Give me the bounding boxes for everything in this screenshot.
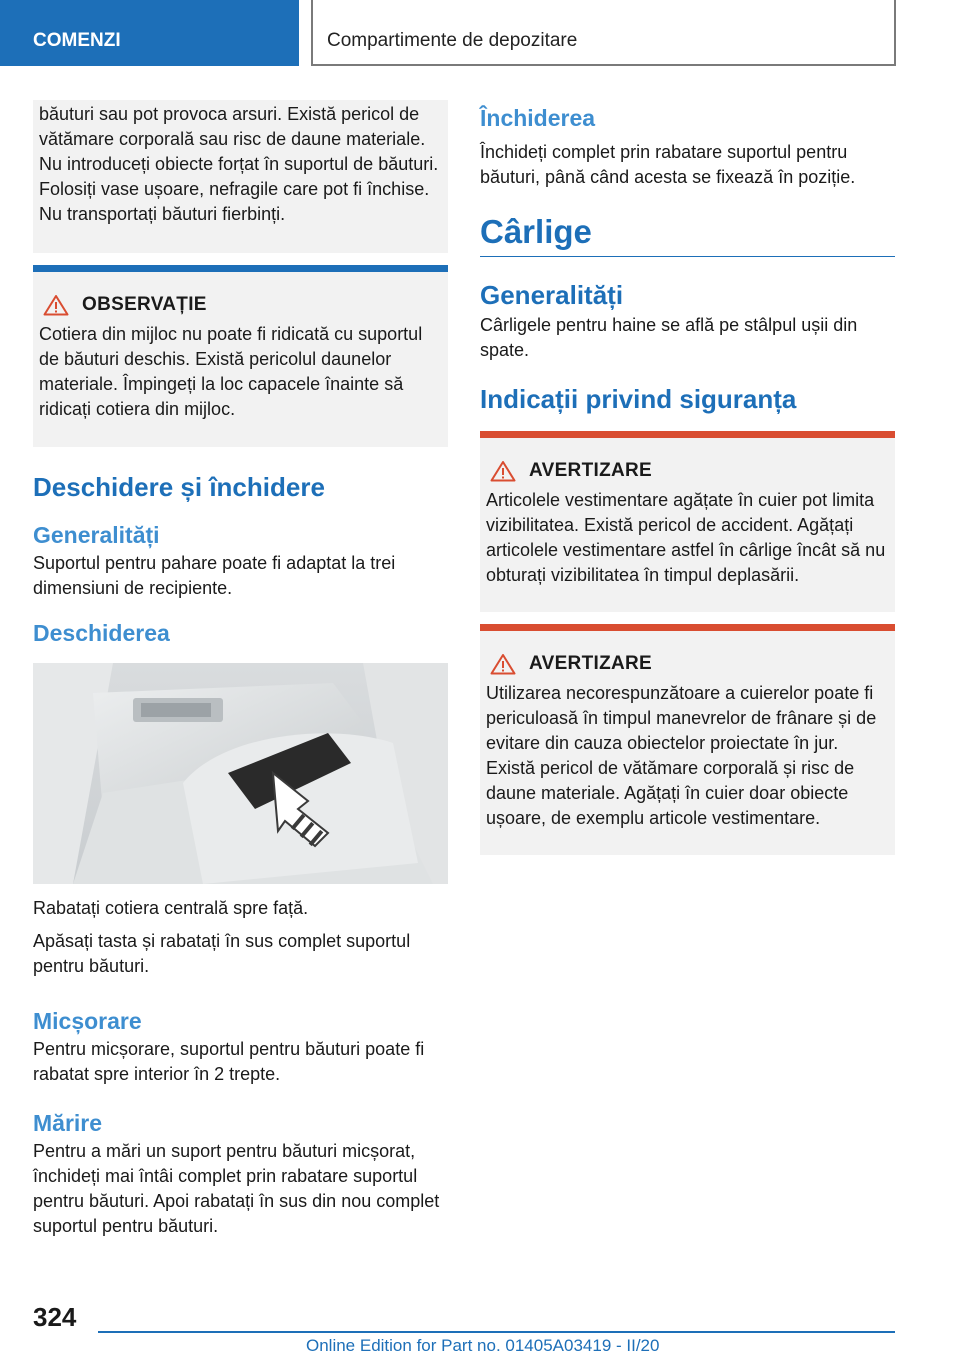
- heading-closing: Închiderea: [480, 105, 596, 131]
- chapter-title: Compartimente de depozitare: [311, 0, 896, 66]
- opening-step-1: Rabatați cotiera centrală spre față.: [33, 898, 309, 918]
- heading-enlarge: Mărire: [33, 1110, 103, 1136]
- closing-text: Închideți complet prin rabatare suportul pentru băuturi, până când acesta se fixează în poziție.: [480, 142, 856, 187]
- warning-2-text: Utilizarea necorespunzătoare a cuierelor poate fi periculoasă în timpul manevrelor de frânare și de evitare din cauza obiectelor proiectate în jur. Există pericol de vătămare corporală și risc de daune materiale. Agățați în cuier doar obiecte ușoare, de exemplu articole vestimentare.: [486, 683, 877, 828]
- warning-continuation-text: băuturi sau pot provoca arsuri. Există pericol de vătămare corporală sau risc de daune materiale. Nu introduceți obiecte forțat în suportul de băuturi. Folosiți vase ușoare, nefragile care pot fi închise. Nu transportați băuturi fierbinți.: [39, 104, 439, 224]
- enlarge-text: Pentru a mări un suport pentru băuturi micșorat, închideți mai întâi complet prin rabatare suportul pentru băuturi. Apoi rabatați în sus din nou complet suportul pentru băuturi.: [33, 1141, 440, 1236]
- warning-1-text: Articolele vestimentare agățate în cuier pot limita vizibilitatea. Există pericol de accident. Agățați articolele vestimentare astfel în cârlige încât să nu obturați vizibilitatea în timpul deplasării.: [486, 490, 886, 585]
- edition-footer: Online Edition for Part no. 01405A03419 - II/20: [306, 1336, 660, 1355]
- heading-reduce: Micșorare: [33, 1008, 142, 1034]
- warning-box-1: [480, 431, 895, 612]
- warning-1-header: [486, 460, 887, 482]
- page-header: [0, 0, 960, 66]
- section-tab: COMENZI: [0, 0, 299, 66]
- heading-hooks-general: Generalități: [480, 280, 624, 310]
- left-column: [33, 100, 448, 1239]
- notice-text: Cotiera din mijloc nu poate fi ridicată cu suportul de băuturi deschis. Există pericolul daunelor materiale. Împingeți la loc capacele înainte să ridicați cotiera din mijloc.: [39, 324, 423, 419]
- notice-header: [39, 294, 440, 316]
- right-column: [480, 100, 895, 855]
- warning-continuation-box: [33, 100, 448, 253]
- warning-2-header: [486, 653, 887, 675]
- warning-triangle-icon: [490, 460, 516, 482]
- armrest-cupholder-photo: [33, 663, 448, 884]
- warning-triangle-icon: [490, 653, 516, 675]
- general-text: Suportul pentru pahare poate fi adaptat la trei dimensiuni de recipiente.: [33, 553, 396, 598]
- opening-step-2: Apăsați tasta și rabatați în sus complet suportul pentru băuturi.: [33, 931, 411, 976]
- footer-rule: [98, 1331, 895, 1333]
- heading-hooks: Cârlige: [480, 212, 895, 257]
- heading-opening: Deschiderea: [33, 620, 170, 646]
- warning-2-title: AVERTIZARE: [529, 653, 652, 674]
- notice-box: [33, 265, 448, 447]
- heading-safety: Indicații privind siguranța: [480, 384, 797, 414]
- heading-open-close: Deschidere și închidere: [33, 472, 325, 502]
- warning-1-title: AVERTIZARE: [529, 460, 652, 481]
- hooks-text: Cârligele pentru haine se află pe stâlpul ușii din spate.: [480, 315, 858, 360]
- page-number: 324: [33, 1302, 77, 1332]
- warning-triangle-icon: [43, 294, 69, 316]
- notice-title: OBSERVAȚIE: [82, 294, 207, 315]
- reduce-text: Pentru micșorare, suportul pentru băuturi poate fi rabatat spre interior în 2 trepte.: [33, 1039, 425, 1084]
- heading-general: Generalități: [33, 522, 160, 548]
- warning-box-2: [480, 624, 895, 855]
